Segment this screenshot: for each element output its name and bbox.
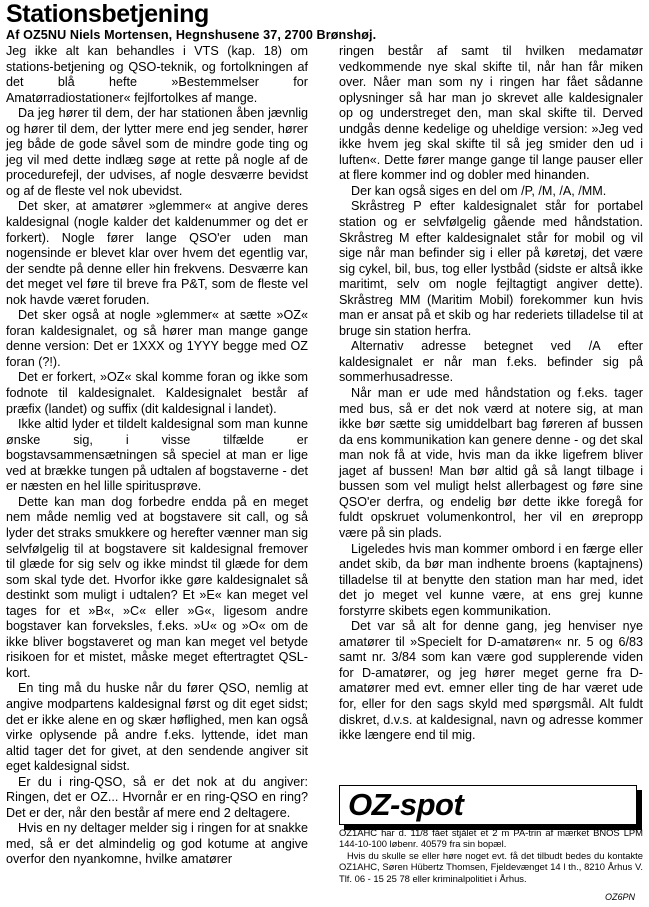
right-column: [339, 44, 643, 744]
paragraph: Det var så alt for denne gang, jeg henviser nye amatører til »Specielt for D-amatøren« nr. 5 og 6/83 samt nr. 3/84 som kan være god supplerende viden for D-amatører, og jeg hører meget gerne fra D-amatører med evt. emner eller ting de har været ude for, eller for den sags skyld med spørgsmål. Alt fuldt diskret, d.v.s. at kaldesignal, navn og adresse kommer ikke længere end til mig.: [339, 619, 643, 743]
paragraph: Alternativ adresse betegnet ved /A efter kaldesignalet er når man f.eks. befinder sig på sommerhusadresse.: [339, 339, 643, 385]
page-reference: OZ6PN: [604, 892, 635, 902]
paragraph: Det sker, at amatører »glemmer« at angive deres kaldesignal (nogle kalder det kaldenummer og det er forkert). Nogle fører lange QSO'er uden man nogensinde er blevet klar over hvem det egentlig var, der sendte på denne eller hin frekvens. Desværre kan det meget vel føre til breve fra P&T, som de fleste vel nok havde været foruden.: [6, 199, 308, 307]
paragraph: En ting må du huske når du fører QSO, nemlig at angive modpartens kaldesignal først og dit eget sidst; det er ikke alene en og skær høflighed, men kan også virke oplysende på andre f.eks. lyttende, idet man altid tager det for givet, at den sendende angiver sit eget kaldesignal sidst.: [6, 681, 308, 774]
paragraph: Dette kan man dog forbedre endda på en meget nem måde nemlig ved at bogstavere sit call, og så lyder det straks smukkere og herefter vænner man sig selvfølgelig til at bogstavere sit kaldesignal fremover til glæde for sig selv og ikke mindst til glæde for dem som skal tyde det. Hvorfor ikke gøre kaldesignalet så destinkt som muligt i udtalen? Et »E« kan meget vel tages for et »B«, »C« eller »G«, ligesom andre bogstaver kan forveksles, f.eks. »U« og »O« om de ikke bliver bogstaveret og man kan meget vel betyde risikoen for et mistet, måske meget eftertragtet QSL-kort.: [6, 494, 308, 680]
oz-spot-heading: OZ-spot: [348, 787, 464, 822]
paragraph: Der kan også siges en del om /P, /M, /A, /MM.: [351, 183, 607, 198]
paragraph: Hvis du skulle se eller høre noget evt. få det tilbudt bedes du kontakte OZ1AHC, Søren Hübertz Thomsen, Fjeldevænget 14 l th., 8210 Århus V. Tlf. 06 - 15 25 78 eller kriminalpolitiet i Århus.: [339, 849, 643, 884]
paragraph: Når man er ude med håndstation og f.eks. tager med bus, så er det nok værd at notere sig, at man ikke bør sætte sig umiddelbart bag føreren af bussen da ens kommunikation kan genere denne - og det skal man nok få at vide, hvis man da ikke ligefrem bliver jaget af bussen! Man bør altid gå så langt tilbage i bussen som vel muligt helst allerbagest og føre sine QSO'er derfra, og endelig bør dette ikke foregå for fuldt opskruet volumenkontrol, her vil en ørepropp være på sin plads.: [339, 386, 643, 540]
paragraph: Er du i ring-QSO, så er det nok at du angiver: Ringen, det er OZ... Hvornår er en ring-QSO en ring? Det er der, når den består af mere end 2 deltagere.: [6, 774, 308, 820]
paragraph: Det sker også at nogle »glemmer« at sætte »OZ« foran kaldesignalet, og så hører man mange gange denne version: Det er 1XXX og 1YYY begge med OZ foran (?!).: [6, 308, 308, 369]
paragraph: Det er forkert, »OZ« skal komme foran og ikke som fodnote til kaldesignalet. Kaldesignalet består af præfix (landet) og suffix (dit kaldesignal i landet).: [6, 370, 308, 416]
paragraph: Ikke altid lyder et tildelt kaldesignal som man kunne ønske sig, i visse tilfælde er bogstavsammensætningen så speciel at man er lige ved at brække tungen på udtalen af bogstaverne - det er næsten en hel lille spiritusprøve.: [6, 417, 308, 494]
paragraph: Ligeledes hvis man kommer ombord i en færge eller andet skib, da bør man indhente broens (kaptajnens) tilladelse til at benytte den station man har med, idet det jo meget vel kunne være, at ens grej kunne forstyrre skibets egen kommunikation.: [339, 541, 643, 618]
oz-spot-banner: [339, 785, 637, 825]
paragraph: Skråstreg P efter kaldesignalet står for portabel station og er selvfølgelig gående med håndstation. Skråstreg M efter kaldesignalet står for mobil og vil sige når man befinder sig i eller på køretøj, det være sig cykel, bil, bus, tog eller lystbåd (sidste er altså ikke maritimt, selv om nogle fejltagtigt angiver dette). Skråstreg MM (Maritim Mobil) forekommer kun hvis man er ansat på et skib og har rederiets tilladelse til at bruge sin station herfra.: [339, 199, 643, 338]
paragraph: Jeg ikke alt kan behandles i VTS (kap. 18) om stations-betjening og QSO-teknik, og fortolkningen af det blå hefte »Bestemmelser for Amatørradiostationer« fejlfortolkes af mange.: [6, 44, 308, 105]
paragraph: ringen består af samt til hvilken medamatør vedkommende nye skal skifte til, når han får miken over. Nåer man som ny i ringen har fået sådanne oplysninger så har man jo skrevet alle kaldesignaler op og understreget den, man skal skifte til. Derved undgås denne kedelige og uheldige version: »Jeg ved ikke hvem jeg skal skifte til så jeg smider den ud i luften«. Dette fører mange gange til lange pauser eller at flere kommer ind og dobler med hinanden.: [339, 44, 643, 183]
paragraph: OZ1AHC har d. 11/8 fået stjålet et 2 m PA-trin af mærket BNOS LPM 144-10-100 løbenr. 40579 fra sin bopæl.: [339, 827, 643, 850]
article-byline: Af OZ5NU Niels Mortensen, Hegnshusene 37, 2700 Brønshøj.: [6, 28, 377, 42]
left-column: [6, 44, 308, 868]
article-title: Stationsbetjening: [6, 0, 209, 28]
oz-spot-text: [339, 827, 643, 884]
paragraph: Hvis en ny deltager melder sig i ringen for at snakke med, så er det almindelig og god kotume at angive overfor den nyankomne, hvilke amatører: [6, 821, 308, 867]
paragraph: Da jeg hører til dem, der har stationen åben jævnlig og hører til dem, der lytter mere end jeg sender, hører jeg både de gode såvel som de mindre gode ting og jeg vil med dette indlæg søge at rette på nogle af de procedurefejl, der udvises, af nogle desværre bevidst og af de fleste vel nok ubevidst.: [6, 106, 308, 198]
